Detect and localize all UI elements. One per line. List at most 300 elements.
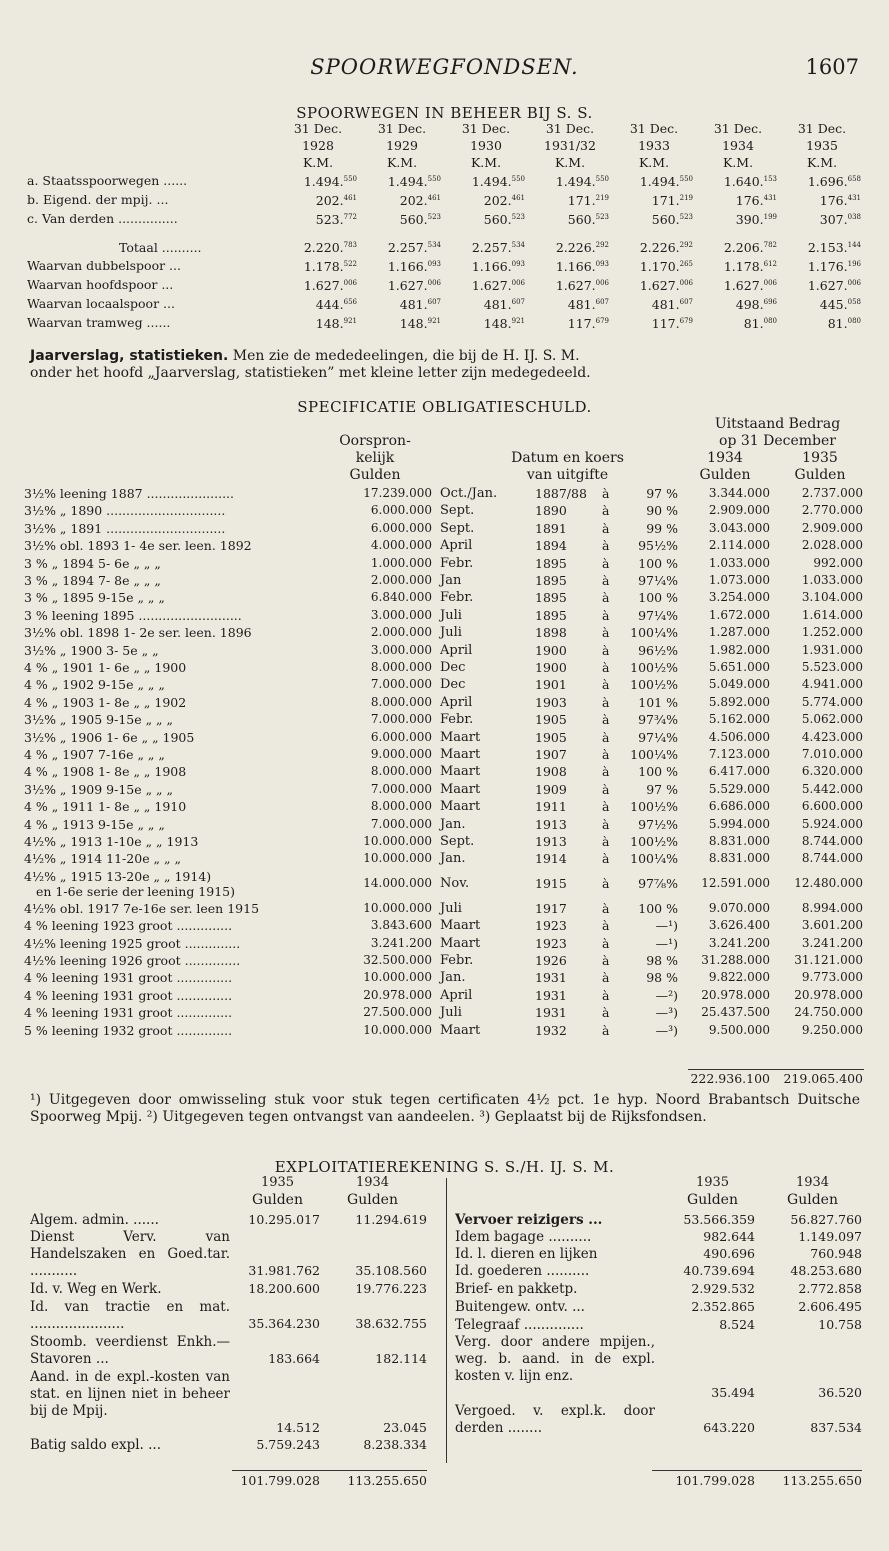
bond-outstanding-1934: 3.254.000 xyxy=(708,590,770,605)
bond-outstanding-1935: 8.994.000 xyxy=(801,900,863,915)
spoorwegen-cell-int: 481. xyxy=(567,297,596,312)
spoorwegen-cell-int: 481. xyxy=(399,297,428,312)
bond-rate: 95½% xyxy=(638,538,678,554)
bond-issue-year: 1895 xyxy=(535,555,567,571)
credit-item-label: Brief- en pakketp. xyxy=(455,1281,578,1297)
bond-description: 4 % leening 1931 groot .............. xyxy=(24,1005,233,1021)
spoorwegen-cell xyxy=(360,190,444,209)
spoorwegen-cell-dec: 550 xyxy=(511,175,525,183)
spoorwegen-header-blank xyxy=(24,120,276,137)
obligaties-total-1934: 222.936.100 xyxy=(690,1071,770,1086)
bond-a: à xyxy=(602,953,610,968)
spoorwegen-row xyxy=(24,275,864,294)
bond-outstanding-1935: 8.744.000 xyxy=(801,851,863,866)
bond-rate: —²) xyxy=(655,987,678,1003)
spoorwegen-cell-int: 2.257. xyxy=(471,240,512,255)
credit-item-label: Telegraaf .............. xyxy=(455,1317,584,1333)
bond-rate: 100½% xyxy=(630,834,678,849)
bond-outstanding-1934: 31.288.000 xyxy=(701,953,770,967)
bond-issue-year: 1905 xyxy=(535,729,567,745)
bond-outstanding-1934: 2.909.000 xyxy=(708,503,770,518)
spoorwegen-column-header: K.M. xyxy=(386,155,418,170)
bond-issue-month: Juli xyxy=(440,900,462,916)
spoorwegen-cell xyxy=(360,209,444,228)
spoorwegen-column-header: 1928 xyxy=(302,138,334,153)
credit-value-1935: 2.352.865 xyxy=(691,1299,755,1314)
bond-issue-year: 1909 xyxy=(535,781,567,797)
spoorwegen-cell-int: 1.627. xyxy=(387,278,428,293)
bond-issue-month: Maart xyxy=(440,935,481,951)
spoorwegen-cell-int: 1.178. xyxy=(723,259,764,274)
bond-description: 3 % „ 1894 5- 6e „ „ „ xyxy=(24,555,161,571)
spoorwegen-row xyxy=(24,294,864,313)
debit-value-1935: 10.295.017 xyxy=(248,1212,320,1227)
spoorwegen-cell xyxy=(276,256,360,275)
bond-rate: 100½% xyxy=(630,677,678,693)
credit-item-label: Vergoed. v. expl.k. door derden ........ xyxy=(455,1403,655,1436)
bond-rate: 100¼% xyxy=(630,747,678,762)
bond-outstanding-1935: 2.028.000 xyxy=(801,538,863,553)
spoorwegen-cell-int: 171. xyxy=(651,193,680,208)
spoorwegen-cell-int: 307. xyxy=(819,212,848,227)
bond-a: à xyxy=(602,781,610,797)
bond-issue-year: 1907 xyxy=(535,747,567,762)
spoorwegen-cell-dec: 058 xyxy=(847,298,861,306)
spoorwegen-column-header: K.M. xyxy=(638,155,670,170)
gulden-1935-heading: Gulden xyxy=(794,467,846,483)
bond-rate: —¹) xyxy=(655,935,678,951)
spoorwegen-cell xyxy=(444,209,528,228)
spoorwegen-cell-dec: 038 xyxy=(847,213,861,221)
bond-rate: 100 % xyxy=(638,590,678,606)
bond-outstanding-1935: 9.250.000 xyxy=(801,1022,863,1037)
spoorwegen-cell xyxy=(444,228,528,256)
debit-value-1934: 38.632.755 xyxy=(355,1316,427,1331)
bond-original-amount: 6.000.000 xyxy=(370,503,432,518)
spoorwegen-cell-dec: 219 xyxy=(679,194,693,202)
credit-value-1934: 760.948 xyxy=(810,1246,862,1261)
bond-issue-year: 1926 xyxy=(535,953,567,968)
spoorwegen-cell xyxy=(360,294,444,313)
spoorwegen-cell-dec: 093 xyxy=(595,260,609,268)
bond-outstanding-1934: 1.073.000 xyxy=(708,573,770,587)
datum-heading-1: Datum en koers xyxy=(511,450,624,466)
spoorwegen-header-row xyxy=(24,154,864,171)
bond-a: à xyxy=(602,660,610,675)
spoorwegen-row xyxy=(24,190,864,209)
bond-issue-year: 1901 xyxy=(535,677,567,693)
spoorwegen-cell-int: 560. xyxy=(651,212,680,227)
bond-issue-year: 1931 xyxy=(535,987,567,1003)
page-title: SPOORWEGFONDSEN. xyxy=(310,55,579,79)
spoorwegen-cell-dec: 265 xyxy=(679,260,693,268)
spoorwegen-cell-dec: 431 xyxy=(847,194,861,202)
bond-issue-month: Maart xyxy=(440,799,481,815)
bond-issue-year: 1895 xyxy=(535,573,567,588)
bond-description: 4 % „ 1913 9-15e „ „ „ xyxy=(24,816,165,832)
spoorwegen-row-label: Waarvan locaalspoor ... xyxy=(27,296,175,311)
spoorwegen-cell-dec: 523 xyxy=(427,213,441,221)
spoorwegen-cell-dec: 921 xyxy=(427,317,441,325)
bond-issue-year: 1891 xyxy=(535,520,567,536)
spoorwegen-cell-dec: 550 xyxy=(427,175,441,183)
spoorwegen-cell-dec: 006 xyxy=(343,279,357,287)
spoorwegen-cell-dec: 196 xyxy=(847,260,861,268)
spoorwegen-cell xyxy=(276,171,360,190)
bond-issue-month: Jan. xyxy=(440,970,466,986)
bond-issue-month: Jan. xyxy=(440,851,466,867)
spoorwegen-cell-int: 148. xyxy=(399,316,428,331)
bond-issue-year: 1900 xyxy=(535,660,567,675)
bond-outstanding-1934: 5.994.000 xyxy=(708,816,770,831)
bond-description: 4½% obl. 1917 7e-16e ser. leen 1915 xyxy=(24,900,260,916)
spoorwegen-cell-dec: 006 xyxy=(763,279,777,287)
right-year-1935: 1935 xyxy=(695,1175,730,1190)
spoorwegen-cell-dec: 612 xyxy=(763,260,777,268)
debit-item-label: Batig saldo expl. ... xyxy=(30,1437,162,1453)
spoorwegen-cell xyxy=(444,294,528,313)
bond-issue-year: 1900 xyxy=(535,642,567,658)
left-total-rule xyxy=(232,1470,427,1471)
page-number: 1607 xyxy=(805,55,859,79)
bond-original-amount: 7.000.000 xyxy=(370,816,432,831)
obligaties-total-1935: 219.065.400 xyxy=(783,1071,863,1086)
bond-rate: 97⅞% xyxy=(638,875,678,891)
spoorwegen-column-header: 1935 xyxy=(806,138,838,153)
bond-outstanding-1935: 1.614.000 xyxy=(801,607,863,622)
spoorwegen-cell-int: 1.494. xyxy=(387,174,428,189)
bond-outstanding-1935: 8.744.000 xyxy=(801,834,863,848)
credit-item-label: Idem bagage .......... xyxy=(455,1229,592,1245)
bond-issue-month: April xyxy=(440,694,473,710)
bond-outstanding-1935: 31.121.000 xyxy=(794,953,863,967)
bond-issue-month: Maart xyxy=(440,781,481,797)
bond-issue-month: Jan. xyxy=(440,816,466,832)
bond-outstanding-1935: 24.750.000 xyxy=(794,1005,863,1020)
spoorwegen-cell-dec: 658 xyxy=(847,175,861,183)
spoorwegen-cell xyxy=(612,294,696,313)
bond-original-amount: 6.000.000 xyxy=(370,729,432,744)
debit-item-label: Id. v. Weg en Werk. xyxy=(30,1281,162,1297)
spoorwegen-cell xyxy=(612,275,696,294)
bond-description: 3½% „ 1905 9-15e „ „ „ xyxy=(24,712,173,728)
bond-description: 3½% obl. 1893 1- 4e ser. leen. 1892 xyxy=(24,538,252,554)
jaarverslag-text-1: Men zie de mededeelingen, die bij de H. IJ. S. M. xyxy=(228,348,580,364)
credit-value-1934: 2.606.495 xyxy=(798,1299,862,1314)
spoorwegen-cell xyxy=(528,275,612,294)
spoorwegen-cell-dec: 006 xyxy=(427,279,441,287)
spoorwegen-cell-int: 202. xyxy=(315,193,344,208)
credit-item-label: Vervoer reizigers ... xyxy=(455,1212,603,1228)
bond-rate: 97 % xyxy=(646,781,678,797)
spoorwegen-cell-int: 1.627. xyxy=(303,278,344,293)
bond-a: à xyxy=(602,799,610,815)
bond-outstanding-1934: 4.506.000 xyxy=(708,729,770,744)
bond-description: en 1-6e serie der leening 1915) xyxy=(36,883,235,899)
left-gulden-1934: Gulden xyxy=(347,1192,398,1208)
spoorwegen-cell xyxy=(276,228,360,256)
spoorwegen-cell-dec: 921 xyxy=(343,317,357,325)
spoorwegen-column-header: 31 Dec. xyxy=(713,121,763,136)
bond-outstanding-1935: 3.601.200 xyxy=(801,918,863,933)
spoorwegen-cell-int: 445. xyxy=(819,297,848,312)
bond-issue-year: 1923 xyxy=(535,918,567,934)
left-total-1935: 101.799.028 xyxy=(240,1473,320,1488)
spoorwegen-column-header: 31 Dec. xyxy=(797,121,847,136)
spoorwegen-cell-dec: 006 xyxy=(511,279,525,287)
bond-issue-year: 1890 xyxy=(535,503,567,519)
spoorwegen-cell-int: 1.178. xyxy=(303,259,344,274)
debit-value-1935: 18.200.600 xyxy=(248,1281,320,1296)
bond-outstanding-1935: 2.737.000 xyxy=(801,486,863,500)
bond-rate: 97½% xyxy=(638,816,678,832)
spoorwegen-cell-dec: 783 xyxy=(343,241,357,249)
spoorwegen-table xyxy=(24,120,864,332)
spoorwegen-cell-dec: 292 xyxy=(595,241,609,249)
spoorwegen-title: SPOORWEGEN IN BEHEER BIJ S. S. xyxy=(296,104,593,122)
spoorwegen-cell-int: 560. xyxy=(399,212,428,227)
bond-issue-year: 1914 xyxy=(535,851,567,867)
bond-issue-month: Jan xyxy=(440,573,462,588)
spoorwegen-row-label: c. Van derden ............... xyxy=(27,211,178,226)
spoorwegen-cell-int: 2.206. xyxy=(723,240,764,255)
bond-original-amount: 3.843.600 xyxy=(370,918,432,933)
bond-description: 4 % „ 1901 1- 6e „ „ 1900 xyxy=(24,660,187,675)
bond-rate: 100½% xyxy=(630,660,678,675)
spoorwegen-cell-int: 148. xyxy=(315,316,344,331)
spoorwegen-cell-int: 1.170. xyxy=(639,259,680,274)
bond-description: 4 % leening 1931 groot .............. xyxy=(24,970,233,986)
spoorwegen-cell-int: 2.226. xyxy=(639,240,680,255)
bond-a: à xyxy=(602,538,610,554)
spoorwegen-cell xyxy=(780,294,864,313)
spoorwegen-cell-dec: 461 xyxy=(427,194,441,202)
jaarverslag-heading: Jaarverslag, statistieken. xyxy=(30,348,229,364)
uitstaand-heading-1: Uitstaand Bedrag xyxy=(714,416,841,432)
obligaties-total-rule xyxy=(688,1069,864,1070)
spoorwegen-cell xyxy=(612,256,696,275)
spoorwegen-cell-dec: 461 xyxy=(511,194,525,202)
bond-a: à xyxy=(602,1022,610,1038)
bond-outstanding-1934: 3.344.000 xyxy=(708,486,770,500)
bond-a: à xyxy=(602,987,610,1003)
spoorwegen-cell-dec: 679 xyxy=(679,317,693,325)
right-gulden-1935: Gulden xyxy=(687,1192,738,1208)
spoorwegen-cell-int: 1.166. xyxy=(555,259,596,274)
bond-issue-year: 1915 xyxy=(535,875,567,891)
bond-issue-month: Maart xyxy=(440,1022,481,1038)
bond-description: 3 % leening 1895 .......................... xyxy=(24,607,242,623)
bond-original-amount: 8.000.000 xyxy=(370,694,432,709)
right-total-1934: 113.255.650 xyxy=(782,1473,862,1488)
bond-description: 4½% „ 1914 11-20e „ „ „ xyxy=(24,851,181,867)
spoorwegen-cell-dec: 679 xyxy=(595,317,609,325)
credit-item-label: Verg. door andere mpijen., weg. b. aand. in de expl. kosten v. lijn enz. xyxy=(455,1334,655,1384)
spoorwegen-cell-dec: 461 xyxy=(343,194,357,202)
bond-rate: 98 % xyxy=(646,953,678,968)
bond-rate: 101 % xyxy=(638,694,678,710)
spoorwegen-cell xyxy=(528,228,612,256)
bond-original-amount: 6.840.000 xyxy=(370,590,432,605)
bond-outstanding-1934: 6.417.000 xyxy=(708,764,770,779)
spoorwegen-cell xyxy=(276,294,360,313)
bond-description: 3 % „ 1895 9-15e „ „ „ xyxy=(24,590,165,606)
spoorwegen-cell xyxy=(780,256,864,275)
spoorwegen-cell-dec: 656 xyxy=(343,298,357,306)
bond-outstanding-1934: 7.123.000 xyxy=(708,747,770,761)
bond-issue-month: Maart xyxy=(440,764,481,780)
spoorwegen-cell xyxy=(612,228,696,256)
bond-rate: 98 % xyxy=(646,970,678,986)
bond-outstanding-1934: 9.070.000 xyxy=(708,900,770,915)
bond-outstanding-1934: 5.892.000 xyxy=(708,694,770,709)
bond-issue-year: 1913 xyxy=(535,816,567,832)
bond-outstanding-1934: 20.978.000 xyxy=(701,987,770,1002)
credit-value-1935: 490.696 xyxy=(703,1246,755,1261)
spoorwegen-column-header: 31 Dec. xyxy=(377,121,427,136)
debit-value-1934: 23.045 xyxy=(383,1420,427,1435)
spoorwegen-cell xyxy=(780,190,864,209)
spoorwegen-cell-int: 2.220. xyxy=(303,240,344,255)
obligaties-title: SPECIFICATIE OBLIGATIESCHULD. xyxy=(297,398,592,416)
bond-a: à xyxy=(602,747,610,762)
bond-outstanding-1935: 3.241.200 xyxy=(801,935,863,950)
spoorwegen-cell xyxy=(528,294,612,313)
bond-outstanding-1935: 5.924.000 xyxy=(801,816,863,831)
bond-outstanding-1934: 8.831.000 xyxy=(708,834,770,848)
bond-a: à xyxy=(602,729,610,745)
spoorwegen-cell xyxy=(696,294,780,313)
bond-a: à xyxy=(602,816,610,832)
bond-original-amount: 14.000.000 xyxy=(363,875,432,890)
bond-a: à xyxy=(602,918,610,934)
bond-outstanding-1935: 5.774.000 xyxy=(801,694,863,709)
spoorwegen-row-label: Waarvan dubbelspoor ... xyxy=(27,258,181,273)
spoorwegen-cell-int: 1.627. xyxy=(723,278,764,293)
bond-issue-month: Dec xyxy=(440,660,466,675)
spoorwegen-cell-dec: 607 xyxy=(427,298,441,306)
bond-issue-year: 1903 xyxy=(535,694,567,710)
bond-outstanding-1935: 1.252.000 xyxy=(801,625,863,640)
bond-outstanding-1935: 6.600.000 xyxy=(801,799,863,814)
spoorwegen-cell-int: 1.494. xyxy=(303,174,344,189)
bond-issue-month: Juli xyxy=(440,625,462,641)
spoorwegen-row-label: b. Eigend. der mpij. ... xyxy=(27,192,169,207)
bond-original-amount: 8.000.000 xyxy=(370,764,432,779)
bond-original-amount: 8.000.000 xyxy=(370,799,432,814)
bond-rate: 100¼% xyxy=(630,851,678,867)
right-total-1935: 101.799.028 xyxy=(675,1473,755,1488)
spoorwegen-cell-dec: 144 xyxy=(847,241,861,249)
year-1934-heading: 1934 xyxy=(707,450,743,466)
bond-outstanding-1934: 3.241.200 xyxy=(708,935,770,950)
bond-outstanding-1935: 12.480.000 xyxy=(794,875,863,890)
spoorwegen-cell xyxy=(528,171,612,190)
debit-item-label: Dienst Verv. van Handelszaken en Goed.tar. ........... xyxy=(30,1229,230,1279)
spoorwegen-cell xyxy=(276,313,360,332)
spoorwegen-cell xyxy=(444,171,528,190)
bond-description: 3½% leening 1887 ...................... xyxy=(24,486,234,501)
spoorwegen-cell xyxy=(780,209,864,228)
right-year-1934: 1934 xyxy=(795,1175,830,1190)
bond-original-amount: 7.000.000 xyxy=(370,781,432,796)
debit-value-1934: 11.294.619 xyxy=(355,1212,427,1227)
bond-issue-month: April xyxy=(440,987,473,1003)
bond-outstanding-1934: 1.672.000 xyxy=(708,607,770,622)
spoorwegen-cell-dec: 607 xyxy=(679,298,693,306)
bond-issue-month: Sept. xyxy=(440,503,475,519)
bond-a: à xyxy=(602,970,610,986)
bond-description: 3 % „ 1894 7- 8e „ „ „ xyxy=(24,573,161,588)
spoorwegen-cell xyxy=(696,190,780,209)
spoorwegen-cell xyxy=(528,313,612,332)
bond-description: 4 % leening 1931 groot .............. xyxy=(24,987,233,1003)
bond-issue-year: 1898 xyxy=(535,625,567,641)
bond-rate: 90 % xyxy=(646,503,678,519)
bond-original-amount: 20.978.000 xyxy=(363,987,432,1002)
spoorwegen-cell-dec: 782 xyxy=(763,241,777,249)
debit-item-label: Aand. in de expl.-kosten van stat. en lijnen niet in beheer bij de Mpij. xyxy=(30,1369,230,1419)
bond-original-amount: 2.000.000 xyxy=(370,625,432,640)
bond-description: 4 % „ 1907 7-16e „ „ „ xyxy=(24,747,165,762)
bond-description: 3½% obl. 1898 1- 2e ser. leen. 1896 xyxy=(24,625,252,641)
bond-a: à xyxy=(602,625,610,641)
spoorwegen-cell-int: 2.257. xyxy=(387,240,428,255)
bond-issue-year: 1911 xyxy=(535,799,567,815)
bond-issue-year: 1932 xyxy=(535,1022,567,1038)
spoorwegen-cell-int: 176. xyxy=(735,193,764,208)
spoorwegen-cell xyxy=(696,228,780,256)
spoorwegen-cell xyxy=(360,228,444,256)
bond-rate: 100½% xyxy=(630,799,678,815)
spoorwegen-cell-int: 1.494. xyxy=(639,174,680,189)
bond-outstanding-1935: 5.523.000 xyxy=(801,660,863,674)
spoorwegen-row xyxy=(24,171,864,190)
bond-a: à xyxy=(602,834,610,849)
bond-a: à xyxy=(602,573,610,588)
spoorwegen-cell-dec: 093 xyxy=(427,260,441,268)
spoorwegen-cell xyxy=(444,256,528,275)
credit-value-1934: 2.772.858 xyxy=(798,1281,862,1296)
bond-original-amount: 10.000.000 xyxy=(363,1022,432,1037)
exploitatie-divider xyxy=(446,1178,447,1463)
spoorwegen-row-label: Waarvan tramweg ...... xyxy=(27,315,171,330)
bond-a: à xyxy=(602,555,610,571)
spoorwegen-column-header: 31 Dec. xyxy=(629,121,679,136)
bond-original-amount: 2.000.000 xyxy=(370,573,432,587)
spoorwegen-column-header: K.M. xyxy=(722,155,754,170)
spoorwegen-cell xyxy=(780,313,864,332)
spoorwegen-cell-int: 148. xyxy=(483,316,512,331)
debit-value-1934: 8.238.334 xyxy=(363,1437,427,1452)
bond-a: à xyxy=(602,875,610,891)
bond-original-amount: 10.000.000 xyxy=(363,900,432,915)
bond-description: 4½% leening 1926 groot .............. xyxy=(24,953,241,968)
bond-issue-month: Nov. xyxy=(440,875,470,891)
bond-outstanding-1934: 9.500.000 xyxy=(708,1022,770,1037)
debit-value-1934: 35.108.560 xyxy=(355,1263,427,1278)
bond-issue-year: 1895 xyxy=(535,590,567,606)
spoorwegen-column-header: 1931/32 xyxy=(544,138,596,153)
bond-issue-month: Juli xyxy=(440,1005,462,1021)
spoorwegen-cell xyxy=(612,190,696,209)
spoorwegen-cell-int: 2.153. xyxy=(807,240,848,255)
bond-a: à xyxy=(602,935,610,951)
spoorwegen-cell-dec: 921 xyxy=(511,317,525,325)
bond-original-amount: 3.000.000 xyxy=(370,607,432,622)
left-total-1934: 113.255.650 xyxy=(347,1473,427,1488)
bond-rate: 97¼% xyxy=(638,729,678,745)
